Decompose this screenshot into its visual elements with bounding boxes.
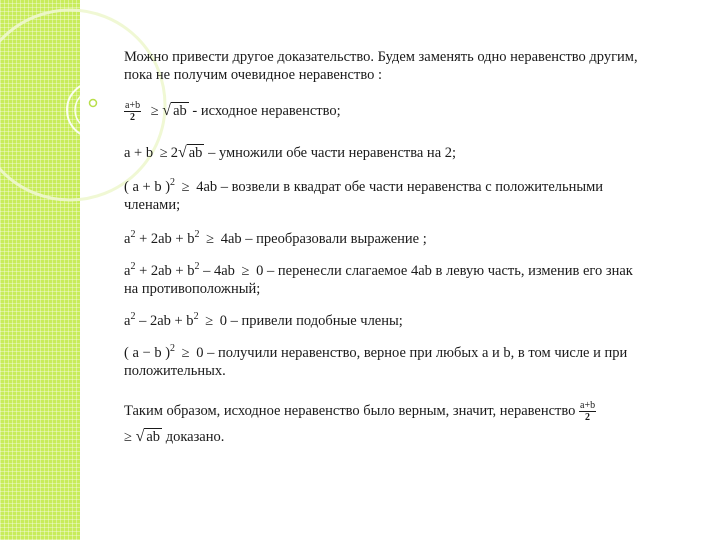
line-4-text: 4ab – преобразовали выражение ; — [220, 231, 427, 247]
conclusion-line — [124, 400, 644, 423]
decorative-arcs — [0, 0, 200, 260]
exponent: 2 — [170, 177, 176, 189]
line-7 — [124, 344, 644, 380]
geq-symbol: ≥ — [205, 313, 214, 329]
exponent: 2 — [130, 311, 136, 323]
exponent: 2 — [193, 311, 199, 323]
line-1-text: - исходное неравенство; — [192, 102, 341, 119]
line-1 — [124, 100, 644, 123]
line-5 — [124, 262, 644, 298]
geq-symbol: ≥ — [181, 345, 190, 361]
term: + 2ab + b — [135, 231, 195, 247]
fraction-denominator: 2 — [130, 112, 136, 123]
line-3-text: 4ab – возвели в квадрат обе части неравенства с положительными членами; — [124, 179, 604, 213]
coef: 2 — [170, 145, 178, 161]
line-3 — [124, 178, 644, 214]
intro-paragraph — [124, 48, 644, 84]
sqrt-ab: √ ab — [162, 101, 187, 119]
line-2-text: – умножили обе части неравенства на 2; — [208, 145, 457, 161]
proved-line — [124, 428, 644, 446]
conclusion-text: Таким образом, исходное неравенство было верным, значит, неравенство — [124, 402, 576, 419]
fraction-numerator: a+b — [125, 100, 141, 111]
geq-symbol: ≥ — [206, 231, 215, 247]
geq-symbol: ≥ — [159, 145, 168, 161]
term: a — [124, 313, 131, 329]
fraction-numerator: a+b — [580, 400, 596, 411]
sqrt-ab: √ ab — [135, 428, 161, 445]
exponent: 2 — [194, 229, 200, 241]
sqrt-ab: √ ab — [177, 144, 203, 161]
fraction-denominator: 2 — [585, 412, 591, 423]
geq-symbol: ≥ — [241, 263, 250, 279]
line-7-lhs: ( a − b ) — [124, 345, 171, 361]
line-6-text: 0 – привели подобные члены; — [219, 313, 403, 329]
line-2-lhs: a + b — [124, 145, 154, 161]
geq-symbol: ≥ — [181, 179, 190, 195]
line-4 — [124, 230, 644, 248]
line-2 — [124, 144, 644, 162]
exponent: 2 — [194, 261, 200, 273]
term: – 2ab + b — [135, 313, 194, 329]
term: a — [124, 231, 131, 247]
line-7-text: 0 – получили неравенство, верное при любых a и b, в том числе и при положительных. — [124, 345, 628, 379]
exponent: 2 — [170, 343, 176, 355]
line-3-lhs: ( a + b ) — [124, 179, 171, 195]
intro-text: Можно привести другое доказательство. Будем заменять одно неравенство другим, пока не получим очевидное неравенство : — [124, 49, 638, 83]
fraction — [124, 100, 141, 123]
line-6 — [124, 312, 644, 330]
geq-symbol: ≥ — [124, 429, 132, 445]
exponent: 2 — [130, 261, 136, 273]
geq-symbol: ≥ — [150, 102, 159, 119]
term: + 2ab + b — [135, 263, 195, 279]
exponent: 2 — [130, 229, 136, 241]
term: a — [124, 263, 131, 279]
term: – 4ab — [199, 263, 235, 279]
fraction — [579, 400, 596, 423]
line-5-text: 0 – перенесли слагаемое 4ab в левую часть, изменив его знак на противоположный; — [124, 263, 633, 297]
proved-text: доказано. — [165, 429, 225, 445]
bullet-icon — [88, 98, 98, 108]
